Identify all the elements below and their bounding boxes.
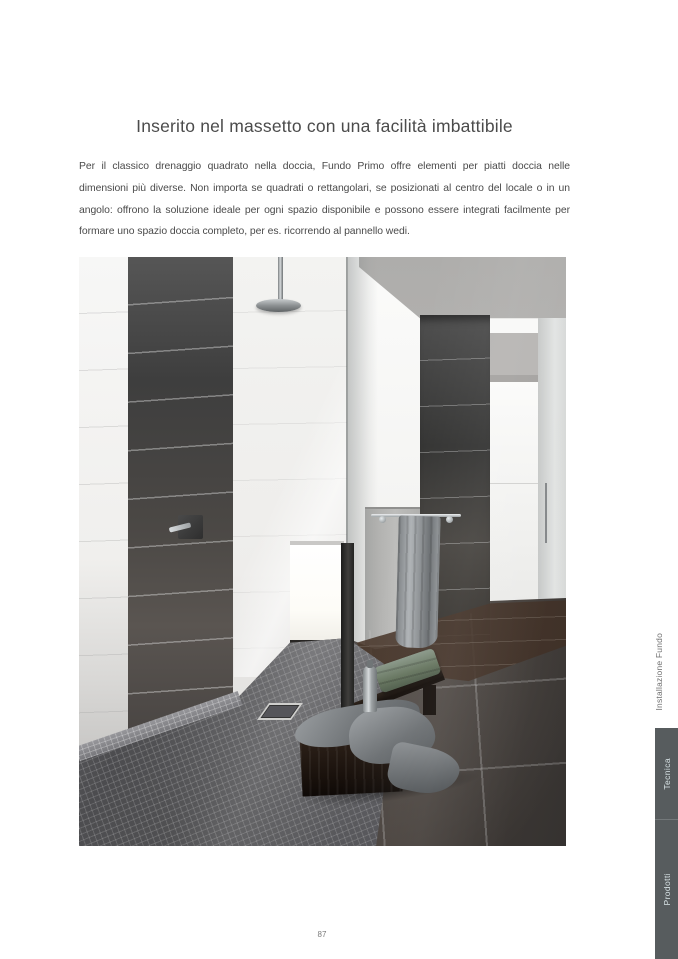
section-label-installazione-fundo (650, 626, 667, 718)
photo-sheen-overlay (79, 257, 566, 846)
section-label-text: Installazione Fundo (653, 633, 664, 711)
intro-paragraph: Per il classico drenaggio quadrato nella doccia, Fundo Primo offre elementi per piatti doccia nelle dimensioni più diverse. Non importa se quadrati o rettangolari, se posizionati al centro del locale o in un angolo: offrono la soluzione ideale per ogni spazio disponibile e possono essere integrati facilmente per formare uno spazio doccia completo, per es. ricorrendo al pannello wedi. (79, 161, 570, 238)
page-number: 87 (317, 930, 327, 939)
bathroom-photo (79, 257, 566, 846)
tab-prodotti[interactable] (655, 819, 678, 959)
page-title: Inserito nel massetto con una facilità imbattibile (136, 115, 513, 136)
tab-tecnica[interactable] (655, 728, 678, 819)
tab-prodotti-label: Prodotti (661, 873, 672, 906)
tab-tecnica-label: Tecnica (661, 757, 672, 790)
